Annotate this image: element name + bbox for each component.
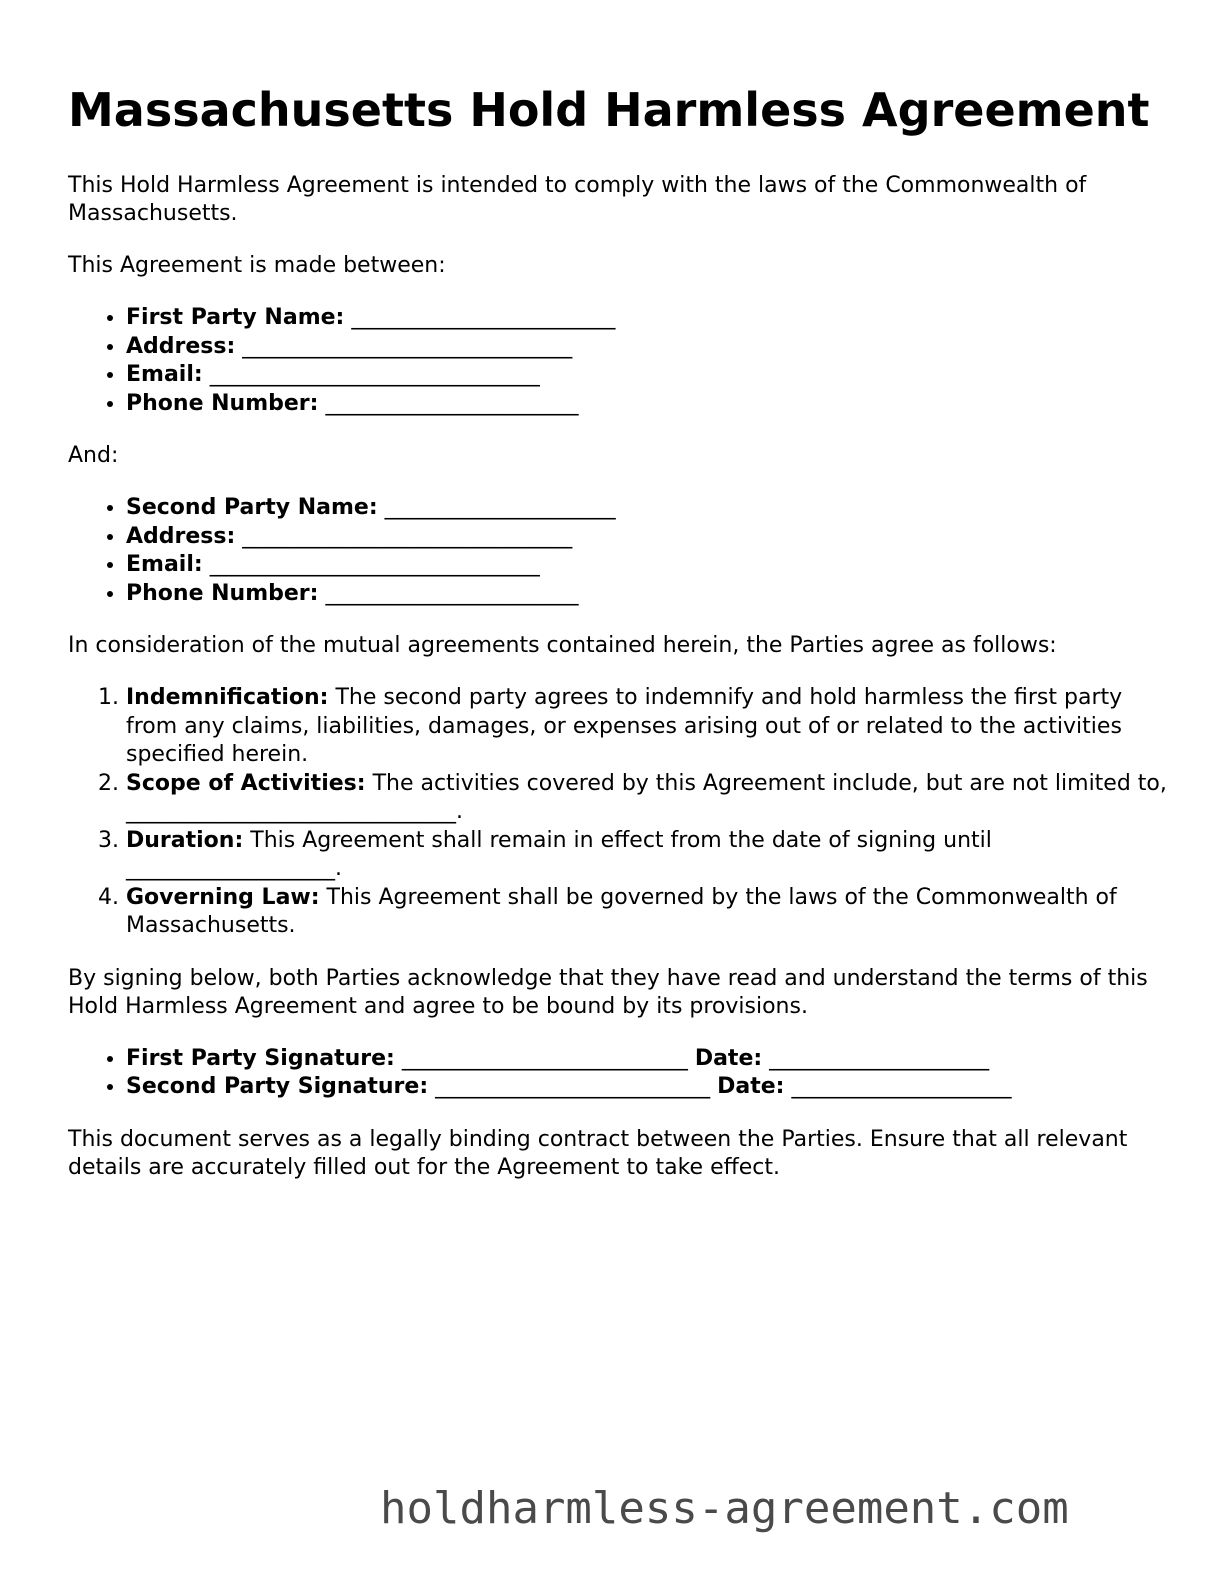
intro-paragraph: This Hold Harmless Agreement is intended to comply with the laws of the Commonwealth of Massachusetts. [68,173,1087,226]
field-label: Address: [126,333,236,359]
term-label: Indemnification: [126,685,329,710]
made-between-text: This Agreement is made between: [68,253,446,278]
date-label: Date: [717,1074,785,1099]
field-label: Phone Number: [126,580,319,606]
term-duration [126,827,1168,884]
document-page [68,82,1168,1206]
term-scope-of-activities [126,770,1168,827]
field-label: Second Party Name: [126,495,378,520]
signature-blank[interactable]: _________________________ [435,1074,711,1099]
terms-list [68,684,1168,941]
second-party-address-field [126,523,1168,552]
second-party-phone-field [126,580,1168,609]
term-text: The activities covered by this Agreement include, but are not limited to, ______________________________. [126,770,1167,824]
term-text: This Agreement shall be governed by the laws of the Commonwealth of Massachusetts. [126,884,1117,938]
term-text: The second party agrees to indemnify and hold harmless the first party from any claims, liabilities, damages, or expenses arising out of or related to the activities specified herein. [126,685,1123,767]
field-label: Phone Number: [126,390,319,416]
closing-paragraph: This document serves as a legally binding contract between the Parties. Ensure that all relevant details are accurately filled out for the Agreement to take effect. [68,1126,1128,1180]
fill-in-blank[interactable]: _____________________ [384,495,616,520]
second-party-email-field [126,551,1168,580]
first-party-name-field [126,304,1168,333]
and-text: And: [68,443,119,468]
fill-in-blank[interactable]: ________________________ [351,305,616,330]
date-blank[interactable]: ____________________ [791,1074,1012,1099]
field-label: Address: [126,523,236,549]
document-title: Massachusetts Hold Harmless Agreement [68,83,1150,137]
second-party-signature-row [126,1073,1168,1102]
first-party-email-field [126,361,1168,390]
site-watermark: holdharmless-agreement.com [380,1483,1069,1534]
signature-label: Second Party Signature: [126,1074,429,1099]
second-party-name-field [126,494,1168,523]
first-party-address-field [126,333,1168,362]
consideration-paragraph: In consideration of the mutual agreements contained herein, the Parties agree as follows: [68,633,1057,658]
fill-in-blank[interactable]: ______________________________ [242,333,573,359]
acknowledge-paragraph: By signing below, both Parties acknowledge that they have read and understand the terms of this Hold Harmless Agreement and agree to be bound by its provisions. [68,965,1148,1019]
first-party-phone-field [126,390,1168,419]
field-label: First Party Name: [126,305,345,330]
term-label: Governing Law: [126,884,320,910]
first-party-fields [68,304,1168,418]
fill-in-blank[interactable]: ______________________________ [242,523,573,549]
fill-in-blank[interactable]: ______________________________ [209,362,540,387]
signature-fields [68,1045,1168,1102]
term-label: Scope of Activities: [126,770,366,796]
second-party-fields [68,494,1168,608]
field-label: Email: [126,552,203,577]
first-party-signature-row [126,1045,1168,1074]
term-governing-law [126,884,1168,941]
signature-label: First Party Signature: [126,1045,395,1071]
fill-in-blank[interactable]: _______________________ [325,390,579,416]
term-text: This Agreement shall remain in effect from the date of signing until ___________________. [126,827,992,881]
date-label: Date: [694,1045,763,1071]
fill-in-blank[interactable]: _______________________ [325,580,579,606]
term-label: Duration: [126,827,244,853]
term-indemnification [126,684,1168,770]
field-label: Email: [126,362,203,387]
signature-blank[interactable]: __________________________ [401,1045,688,1071]
date-blank[interactable]: ____________________ [769,1045,990,1071]
fill-in-blank[interactable]: ______________________________ [209,552,540,577]
